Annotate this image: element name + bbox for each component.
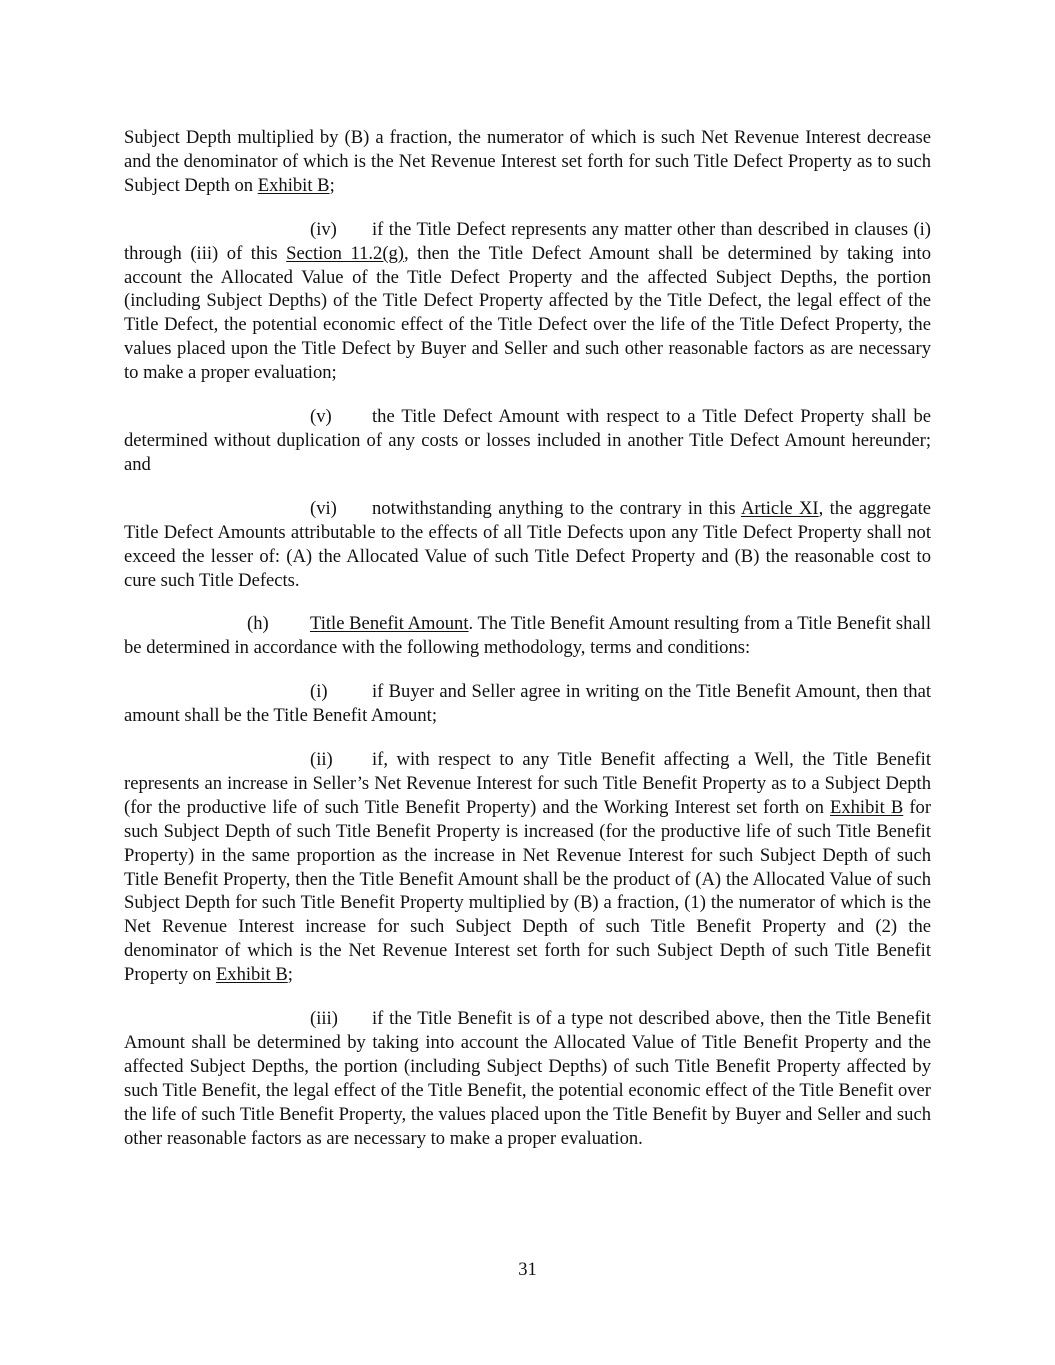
clause-iii: [124, 1007, 931, 1150]
clause-v: [124, 405, 931, 477]
document-body: [124, 126, 931, 1151]
clause-number: (v): [310, 406, 332, 428]
text: , then the Title Defect Amount shall be determined by taking into account the Allocated Value of the Title Defect Property and the affected Subject Depths, the portion (including Subject Depths) of the Title Defect Property affected by the Title Defect, the legal effect of the Title Defect, the potential economic effect of the Title Defect over the life of the Title Defect Property, the values placed upon the Title Defect by Buyer and Seller and such other reasonable factors as are necessary to make a proper evaluation;: [124, 242, 932, 384]
clause-ii: [124, 748, 931, 987]
text: if the Title Benefit is of a type not described above, then the Title Benefit Amount shall be determined by taking into account the Allocated Value of Title Benefit Property and the affected Subject Depths, the portion (including Subject Depths) of such Title Benefit Property affected by such Title Benefit, the legal effect of the Title Benefit, the potential economic effect of the Title Benefit over the life of such Title Benefit Property, the values placed upon the Title Benefit by Buyer and Seller and such other reasonable factors as are necessary to make a proper evaluation.: [124, 1008, 931, 1149]
clause-i: [124, 680, 931, 728]
cross-reference-exhibit-b: Exhibit B: [215, 964, 288, 986]
clause-number: (i): [310, 681, 328, 703]
cross-reference-article: Article XI: [740, 497, 819, 519]
text: ;: [287, 964, 293, 986]
clause-number: (ii): [310, 749, 333, 771]
text: , the aggregate Title Defect Amounts attributable to the effects of all Title Defects upon any Title Defect Property shall not exceed the lesser of: (A) the Allocated Value of such Title Defect Property and (B) the reasonable cost to cure such Title Defects.: [124, 497, 931, 591]
clause-iv: [124, 218, 931, 385]
text: if the Title Defect represents any matter other than described in clauses (i) through (iii) of this: [124, 218, 931, 264]
cross-reference-exhibit-b: Exhibit B: [829, 796, 904, 818]
text: if Buyer and Seller agree in writing on the Title Benefit Amount, then that amount shall be the Title Benefit Amount;: [124, 681, 931, 727]
clause-number: (iii): [310, 1008, 338, 1030]
paragraph-continuation: [124, 126, 931, 198]
text: Subject Depth multiplied by (B) a fraction, the numerator of which is such Net Revenue Interest decrease and the denominator of which is the Net Revenue Interest set forth for such Title Defect Property as to such Subject Depth on: [124, 127, 931, 196]
section-h: [124, 612, 931, 660]
text: ;: [329, 174, 335, 196]
text: notwithstanding anything to the contrary in this: [372, 497, 741, 519]
cross-reference-exhibit-b: Exhibit B: [257, 174, 330, 196]
section-heading: Title Benefit Amount: [310, 613, 469, 635]
cross-reference-section: Section 11.2(g): [286, 242, 404, 264]
text: if, with respect to any Title Benefit affecting a Well, the Title Benefit represents an increase in Seller’s Net Revenue Interest for such Title Benefit Property as to a Subject Depth (for the productive life of such Title Benefit Property) and the Working Interest set forth on: [124, 749, 931, 818]
clause-vi: [124, 497, 931, 593]
clause-number: (iv): [310, 218, 337, 240]
text: the Title Defect Amount with respect to a Title Defect Property shall be determined without duplication of any costs or losses included in another Title Defect Amount hereunder; and: [124, 406, 931, 475]
section-number: (h): [247, 613, 269, 635]
page-number: 31: [518, 1259, 537, 1280]
text: . The Title Benefit Amount resulting from a Title Benefit shall be determined in accordance with the following methodology, terms and conditions:: [124, 613, 931, 659]
clause-number: (vi): [310, 497, 337, 519]
text: for such Subject Depth of such Title Benefit Property is increased (for the productive life of such Title Benefit Property) in the same proportion as the increase in Net Revenue Interest for such Subject Depth of such Title Benefit Property, then the Title Benefit Amount shall be the product of (A) the Allocated Value of such Subject Depth for such Title Benefit Property multiplied by (B) a fraction, (1) the numerator of which is the Net Revenue Interest increase for such Subject Depth of such Title Benefit Property and (2) the denominator of which is the Net Revenue Interest set forth for such Subject Depth of such Title Benefit Property on: [124, 796, 932, 986]
